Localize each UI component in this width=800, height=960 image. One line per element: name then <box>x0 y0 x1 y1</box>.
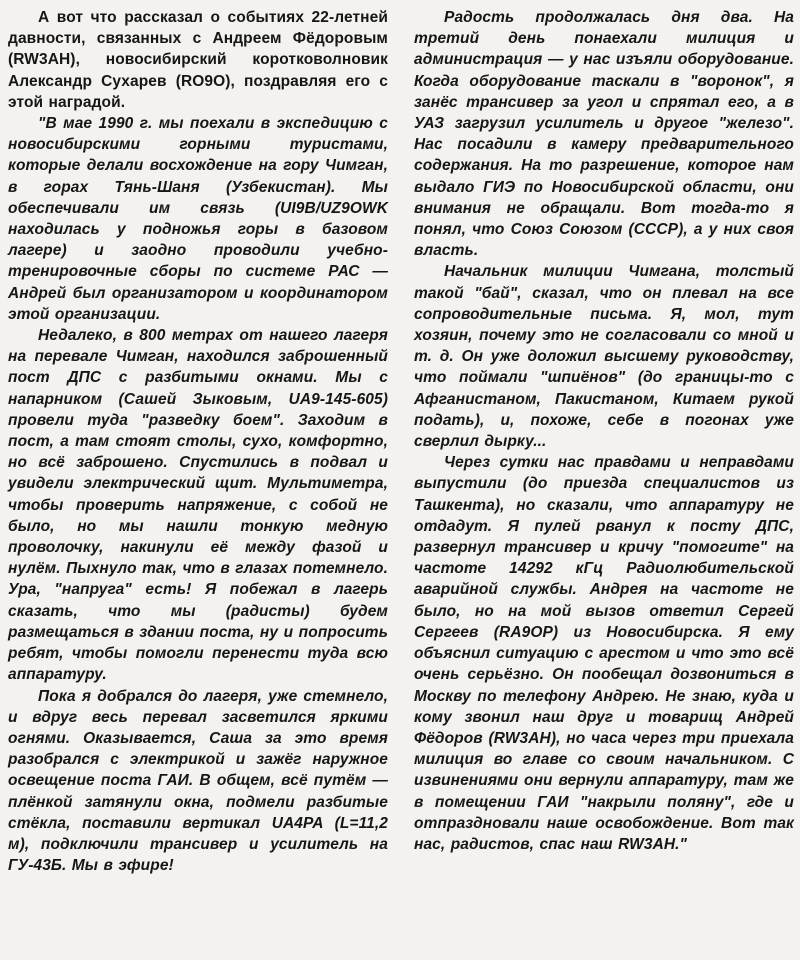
story-paragraph: Начальник милиции Чимгана, толстый такой "бай", сказал, что он плевал на все сопроводительные письма. Я, мол, тут хозяин, почему это не согласовали со мной и т. д. Он уже доложил высшему руководству, что поймали "шпиёнов" (до границы-то с Афганистаном, Пакистаном, Китаем рукой подать), и, похоже, себе в погонах уже сверлил дырку... <box>414 263 794 451</box>
article-body <box>8 7 794 954</box>
story-paragraph: Через сутки нас правдами и неправдами выпустили (до приезда специалистов из Ташкента), но сказали, что аппаратуру не отдадут. Я пулей рванул к посту ДПС, развернул трансивер и кричу "помогите" на частоте 14292 кГц Радиолюбительской аварийной службы. Андрея на частоте не было, но на мой вызов ответил Сергей Сергеев (RA9OP) из Новосибирска. Я ему объяснил ситуацию с арестом и что это всё очень серьёзно. Он пообещал дозвониться в Москву по телефону Андрею. Не знаю, куда и кому звонил наш друг и товарищ Андрей Фёдоров (RW3AH), но часа через три приехала милиция во главе со своим начальником. С извинениями они вернули аппаратуру, там же в помещении ГАИ "накрыли поляну", где и отпраздновали наше освобождение. Вот так нас, радистов, спас наш RW3AH." <box>414 454 794 853</box>
story-paragraph: Пока я добрался до лагеря, уже стемнело, и вдруг весь перевал засветился яркими огнями. Оказывается, Саша за это время разобрался с электрикой и зажёг наружное освещение поста ГАИ. В общем, всё путём — плёнкой затянули окна, подмели разбитые стёкла, поставили вертикал UA4PA (L=11,2 м), подключили трансивер и усилитель на ГУ-43Б. Мы в эфире! <box>8 687 388 875</box>
left-column <box>8 7 388 954</box>
story-paragraph: Недалеко, в 800 метрах от нашего лагеря на перевале Чимган, находился заброшенный пост ДПС с разбитыми окнами. Мы с напарником (Сашей Зыковым, UA9-145-605) провели туда "разведку боем". Заходим в пост, а там стоят столы, сухо, комфортно, но всё заброшено. Спустились в подвал и увидели электрический щит. Мультиметра, чтобы проверить напряжение, с собой не было, но мы нашли тонкую медную проволочку, накинули её между фазой и нулём. Пыхнуло так, что в глазах потемнело. Ура, "напруга" есть! Я побежал в лагерь сказать, что мы (радисты) будем размещаться в здании поста, ну и попросить ребят, чтобы помогли перенести туда всю аппаратуру. <box>8 327 388 684</box>
story-paragraph: "В мае 1990 г. мы поехали в экспедицию с новосибирскими горными туристами, которые делали восхождение на гору Чимган, в горах Тянь-Шаня (Узбекистан). Мы обеспечивали им связь (UI9B/UZ9OWK находилась у подножья горы в базовом лагере) и заодно проводили учебно-тренировочные сборы по системе РАС — Андрей был организатором и координатором этой организации. <box>8 115 388 323</box>
right-column <box>414 7 794 954</box>
intro-paragraph: А вот что рассказал о событиях 22-летней давности, связанных с Андреем Фёдоровым (RW3AH), новосибирский коротковолновик Александр Сухарев (RO9O), поздравляя его с этой наградой. <box>8 9 388 111</box>
story-paragraph: Радость продолжалась дня два. На третий день понаехали милиция и администрация — у нас изъяли оборудование. Когда оборудование таскали в "воронок", я занёс трансивер за угол и спрятал его, а в УАЗ загрузил усилитель и другое "железо". Нас посадили в камеру предварительного содержания. На то разрешение, которое нам выдало ГИЭ по Новосибирской области, они внимания не обращали. Вот тогда-то я понял, что Союз Союзом (СССР), а у них своя власть. <box>414 9 794 260</box>
